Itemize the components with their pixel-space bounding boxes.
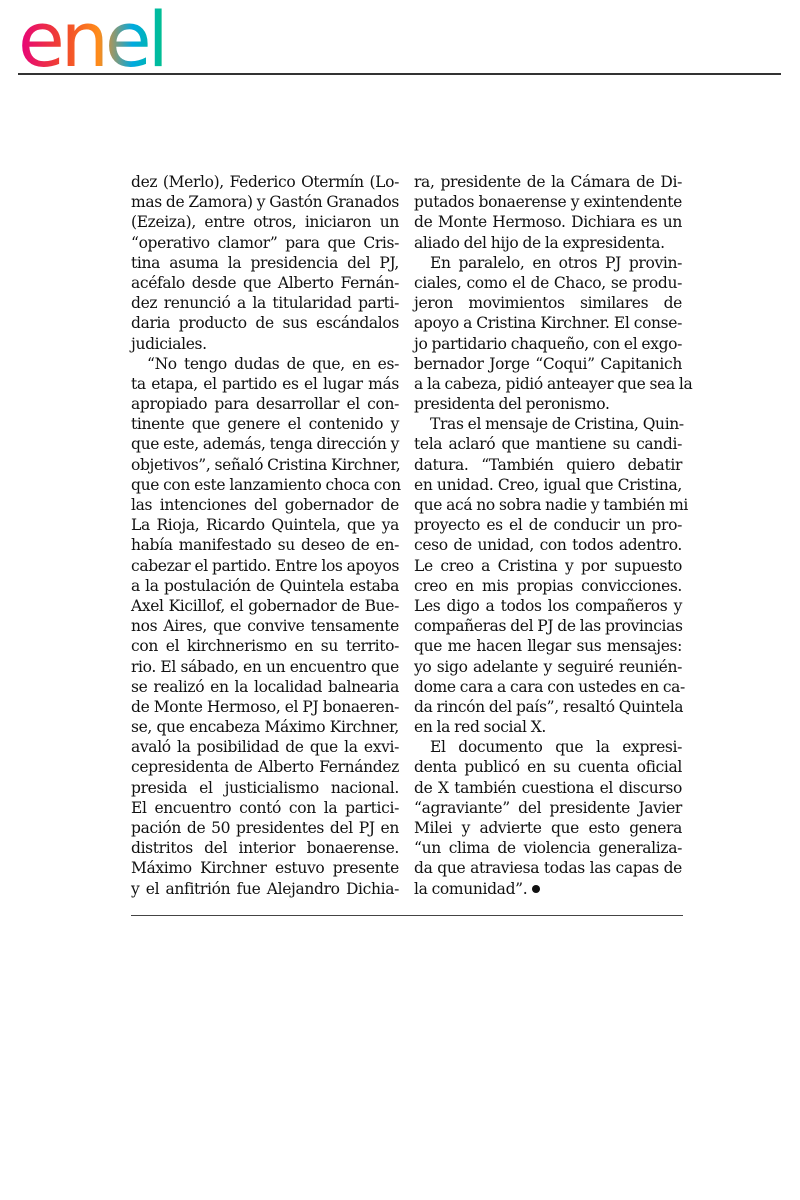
text-line: y el anfitrión fue Alejandro Dichia- <box>131 879 399 898</box>
text-line: a la cabeza, pidió anteayer que sea la <box>414 374 693 393</box>
text-line: de X también cuestiona el discurso <box>414 778 682 797</box>
text-line: putados bonaerense y exintendente <box>414 193 682 212</box>
text-line: tela aclaró que mantiene su candi- <box>414 435 682 454</box>
text-line: ceso de unidad, con todos adentro. <box>414 536 682 555</box>
text-line: judiciales. <box>131 334 207 353</box>
text-line: nos Aires, que convive tensamente <box>131 617 399 636</box>
text-line: “No tengo dudas de que, en es- <box>147 354 399 373</box>
text-line: avaló la posibilidad de que la exvi- <box>131 738 399 757</box>
text-line: “agraviante” del presidente Javier <box>414 798 682 817</box>
text-line: cabezar el partido. Entre los apoyos <box>131 556 400 575</box>
text-line: “un clima de violencia generaliza- <box>414 839 682 858</box>
text-line: las intenciones del gobernador de <box>131 496 399 514</box>
text-line: datura. “También quiero debatir <box>414 455 682 474</box>
enel-logo <box>18 4 198 72</box>
text-line: (Ezeiza), entre otros, iniciaron un <box>131 213 399 232</box>
text-line: tina asuma la presidencia del PJ, <box>131 253 399 272</box>
text-line: jeron movimientos similares de <box>414 294 682 313</box>
text-line: presida el justicialismo nacional. <box>131 778 399 797</box>
text-line: que con este lanzamiento choca con <box>131 475 401 494</box>
text-line: proyecto es el de conducir un pro- <box>414 516 682 535</box>
text-line: Les digo a todos los compañeros y <box>414 596 682 615</box>
text-line: dez renunció a la titularidad parti- <box>131 294 399 313</box>
text-line: “operativo clamor” para que Cris- <box>131 233 399 252</box>
text-line: Axel Kicillof, el gobernador de Bue- <box>131 596 399 615</box>
header-rule <box>18 73 781 75</box>
text-line: a la postulación de Quintela estaba <box>131 576 399 595</box>
text-line: ciales, como el de Chaco, se produ- <box>414 273 682 292</box>
text-line: ta etapa, el partido es el lugar más <box>131 374 399 393</box>
text-line: da rincón del país”, resaltó Quintela <box>414 697 684 716</box>
text-line: dez (Merlo), Federico Otermín (Lo- <box>131 173 399 191</box>
text-line: yo sigo adelante y seguiré reunién- <box>414 657 682 676</box>
text-line: que este, además, tenga dirección y <box>131 435 399 454</box>
text-line: acéfalo desde que Alberto Fernán- <box>131 273 399 292</box>
text-line: Máximo Kirchner estuvo presente <box>131 859 399 878</box>
text-line: La Rioja, Ricardo Quintela, que ya <box>131 516 399 535</box>
text-line: de Monte Hermoso. Dichiara es un <box>414 213 682 232</box>
text-line: compañeras del PJ de las provincias <box>414 617 683 636</box>
text-line: con el kirchnerismo en su territo- <box>131 637 399 656</box>
text-line: El documento que la expresi- <box>430 738 682 757</box>
text-line: la comunidad”. <box>414 879 682 899</box>
text-line: cepresidenta de Alberto Fernández <box>131 758 399 777</box>
article-column-left <box>131 172 399 899</box>
text-line: tinente que genere el contenido y <box>131 415 399 434</box>
text-line: apropiado para desarrollar el con- <box>131 395 399 414</box>
text-line: creo en mis propias convicciones. <box>414 576 682 595</box>
text-line: Milei y advierte que esto genera <box>414 819 682 837</box>
text-line: se realizó en la localidad balnearia <box>131 677 399 696</box>
text-line: El encuentro contó con la partici- <box>131 798 399 817</box>
text-line: rio. El sábado, en un encuentro que <box>131 657 399 676</box>
end-of-article-mark <box>532 885 540 893</box>
text-line: bernador Jorge “Coqui” Capitanich <box>414 354 682 373</box>
text-line: se, que encabeza Máximo Kirchner, <box>131 718 399 737</box>
text-line: distritos del interior bonaerense. <box>131 839 399 858</box>
text-line: que me hacen llegar sus mensajes: <box>414 637 682 656</box>
text-line: en unidad. Creo, igual que Cristina, <box>414 475 682 494</box>
text-line: aliado del hijo de la expresidenta. <box>414 233 665 252</box>
text-line: en la red social X. <box>414 718 547 737</box>
text-line: da que atraviesa todas las capas de <box>414 859 682 878</box>
text-line: En paralelo, en otros PJ provin- <box>430 253 682 272</box>
text-line: mas de Zamora) y Gastón Granados <box>131 193 400 212</box>
text-line: presidenta del peronismo. <box>414 395 610 414</box>
text-line: había manifestado su deseo de en- <box>131 536 399 555</box>
text-line: que acá no sobra nadie y también mi <box>414 496 689 514</box>
text-line: Tras el mensaje de Cristina, Quin- <box>430 415 684 434</box>
text-line: jo partidario chaqueño, con el exgo- <box>414 334 683 353</box>
svg-text:enel: enel <box>18 4 165 72</box>
text-line: daria producto de sus escándalos <box>131 314 399 333</box>
text-line: objetivos”, señaló Cristina Kirchner, <box>131 455 401 474</box>
text-line: pación de 50 presidentes del PJ en <box>131 819 399 837</box>
text-line: ra, presidente de la Cámara de Di- <box>414 173 682 191</box>
text-line: dome cara a cara con ustedes en ca- <box>414 677 685 696</box>
article-end-rule <box>131 915 683 916</box>
text-line: Le creo a Cristina y por supuesto <box>414 556 682 575</box>
article-column-right <box>414 172 693 899</box>
text-line: apoyo a Cristina Kirchner. El conse- <box>414 314 682 333</box>
text-line: de Monte Hermoso, el PJ bonaeren- <box>131 697 399 716</box>
text-line: denta publicó en su cuenta oficial <box>414 758 682 777</box>
